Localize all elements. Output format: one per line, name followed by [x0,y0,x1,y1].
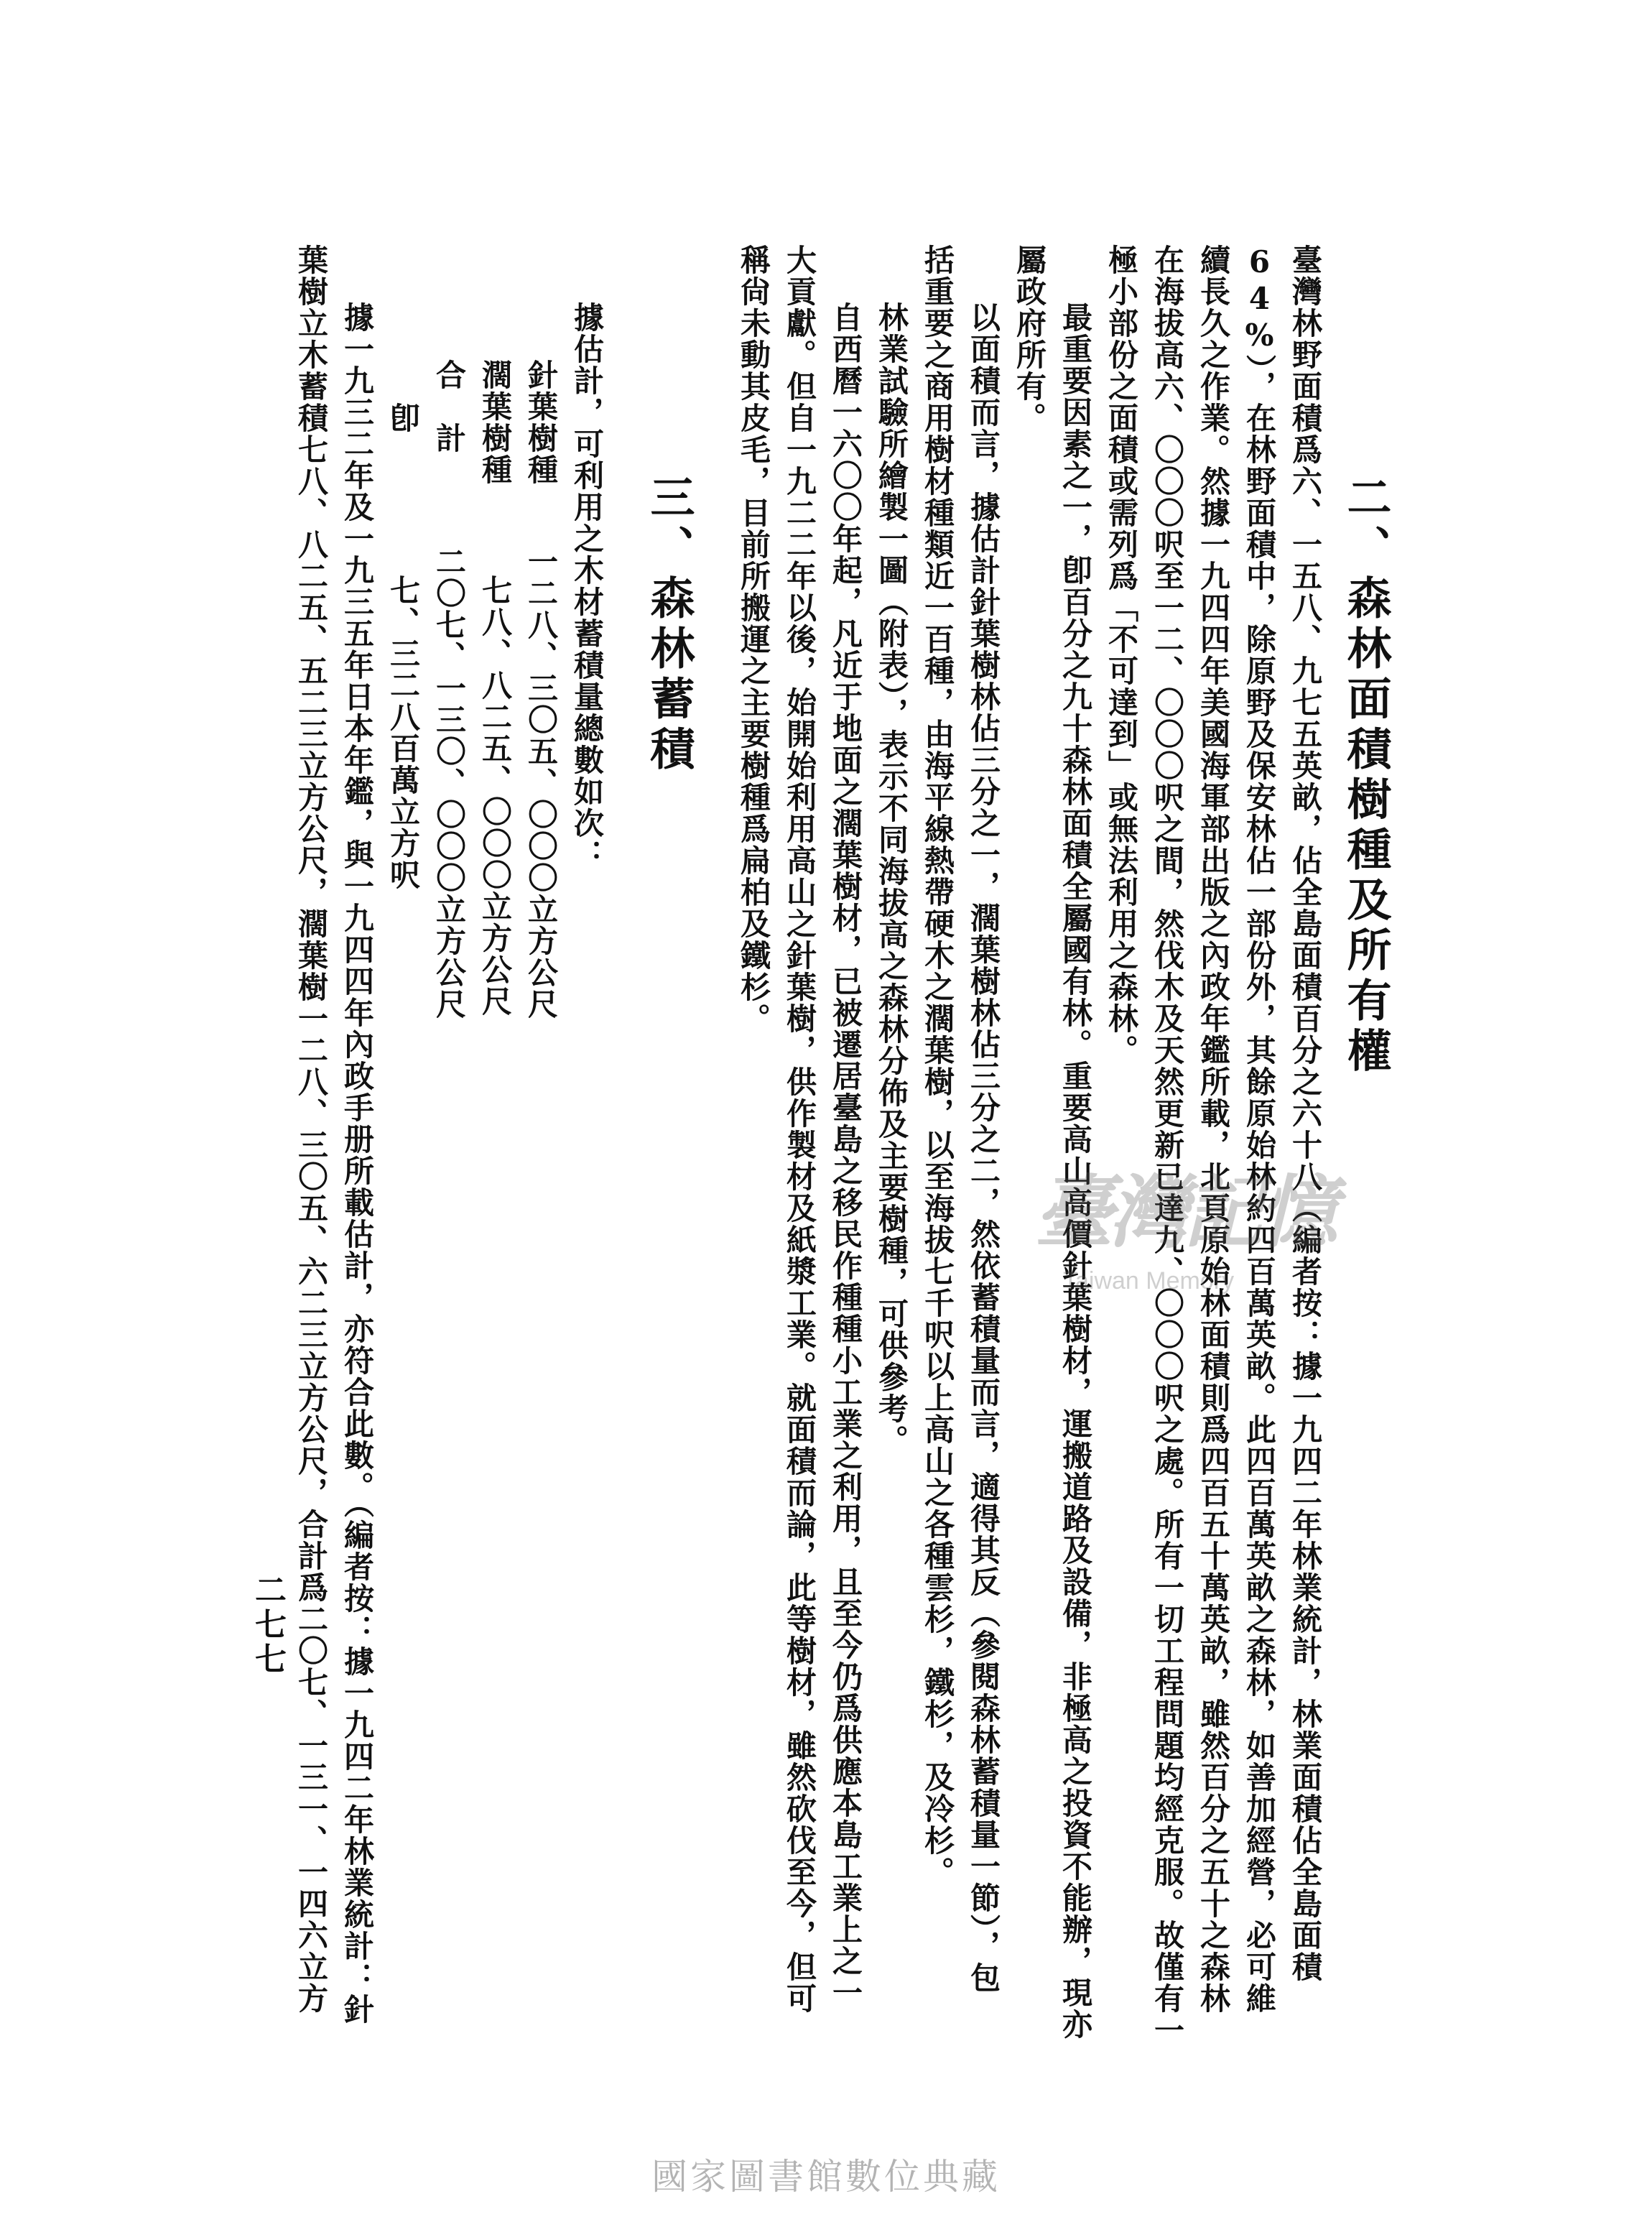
watermark-logo [1034,1149,1333,1295]
section-2-para-1-line-1: 臺灣林野面積爲六、一五八、九七五英畝，佔全島面積百分之六十八（編者按：據一九四二年林業統計，林業面積佔全島面積 [1288,244,1323,1983]
section-2-para-5-line-1: 自西曆一六〇〇年起，凡近于地面之濶葉樹材，已被遷居臺島之移民作種種小工業之利用，且至今仍爲供應本島工業上之一 [828,302,863,2009]
watermark-english: Taiwan Memory [1063,1267,1235,1295]
section-2-para-4-line-1: 林業試驗所繪製一圖（附表），表示不同海拔高之森林分佈及主要樹種，可供參考。 [874,302,909,1456]
section-2-para-5-line-2: 大貢獻。但自一九二二年以後，始開始利用高山之針葉樹，供作製材及紙漿工業。就面積而論，此等樹材，雖然砍伐至今，但可 [782,244,817,2014]
stock-row-total-label: 合 計 [432,359,467,454]
stock-equivalent-value: 七、三二八百萬立方呎 [386,575,421,891]
section-2-para-1-line-5: 極小部份之面積或需列爲「不可達到」或無法利用之森林。 [1104,244,1139,1066]
section-2-para-1-line-3: 續長久之作業。然據一九四四年美國海軍部出版之內政年鑑所載，北頁原始林面積則爲四百五十萬英畝，雖然百分之五十之森林 [1196,244,1231,2014]
page-number: 二七七 [249,1573,286,1677]
section-3-closing-line-2: 葉樹立木蓄積七八、八二五、五二三立方公尺，濶葉樹一二八、三〇五、六二三立方公尺，合計爲二〇七、一三一、一四六立方 [294,244,329,2014]
section-2-para-2-line-1: 最重要因素之一，卽百分之九十森林面積全屬國有林。重要高山高價針葉樹材，運搬道路及設備，非極高之投資不能辦，現亦 [1058,302,1093,2040]
stock-row-broadleaf-label: 濶葉樹種 [478,359,513,486]
section-3-closing-line-1: 據一九三二年及一九三五年日本年鑑，與一九四四年內政手册所載估計，亦符合此數。（編者按：據一九四二年林業統計：針 [340,302,375,2025]
stock-row-conifer-value: 一二八、三〇五、〇〇〇立方公尺 [524,546,559,1020]
section-2-title: 二、森林面積樹種及所有權 [1340,474,1392,1078]
stock-row-conifer-label: 針葉樹種 [524,359,559,486]
section-2-para-2-line-2: 屬政府所有。 [1012,244,1047,434]
section-2-para-1-line-4: 在海拔高六、〇〇〇呎至一二、〇〇〇呎之間，然伐木及天然更新已達九、〇〇〇呎之處。所有一切工程問題均經克服。故僅有一 [1150,244,1185,2046]
section-2-para-5-line-3: 稱尙未動其皮毛，目前所搬運之主要樹種爲扁柏及鐵杉。 [736,244,771,1034]
stock-row-broadleaf-value: 七八、八二五、〇〇〇立方公尺 [478,575,513,1017]
section-2-para-1-line-2: 64%），在林野面積中，除原野及保安林佔一部份外，其餘原始林約四百萬英畝。此四百萬英畝之森林，如善加經營，必可維 [1242,244,1277,2014]
section-3-intro: 據估計，可利用之木材蓄積量總數如次： [570,302,605,871]
archive-footer: 國家圖書館數位典藏 [651,2156,1001,2198]
section-3-title: 三、森林蓄積 [643,474,695,776]
section-2-para-3-line-1: 以面積而言，據估計針葉樹林佔三分之一，濶葉樹林佔三分之二，然依蓄積量而言，適得其反（參閱森林蓄積量一節），包 [966,302,1001,1994]
stock-equivalent-label: 卽 [386,402,421,434]
watermark-chinese: 臺灣記憶 [1034,1166,1333,1259]
stock-row-total-value: 二〇七、一三〇、〇〇〇立方公尺 [432,546,467,1020]
section-2-para-3-line-2: 括重要之商用樹材種類近一百種，由海平線熱帶硬木之濶葉樹，以至海拔七千呎以上高山之各種雲杉，鐵杉，及冷杉。 [920,244,955,1888]
